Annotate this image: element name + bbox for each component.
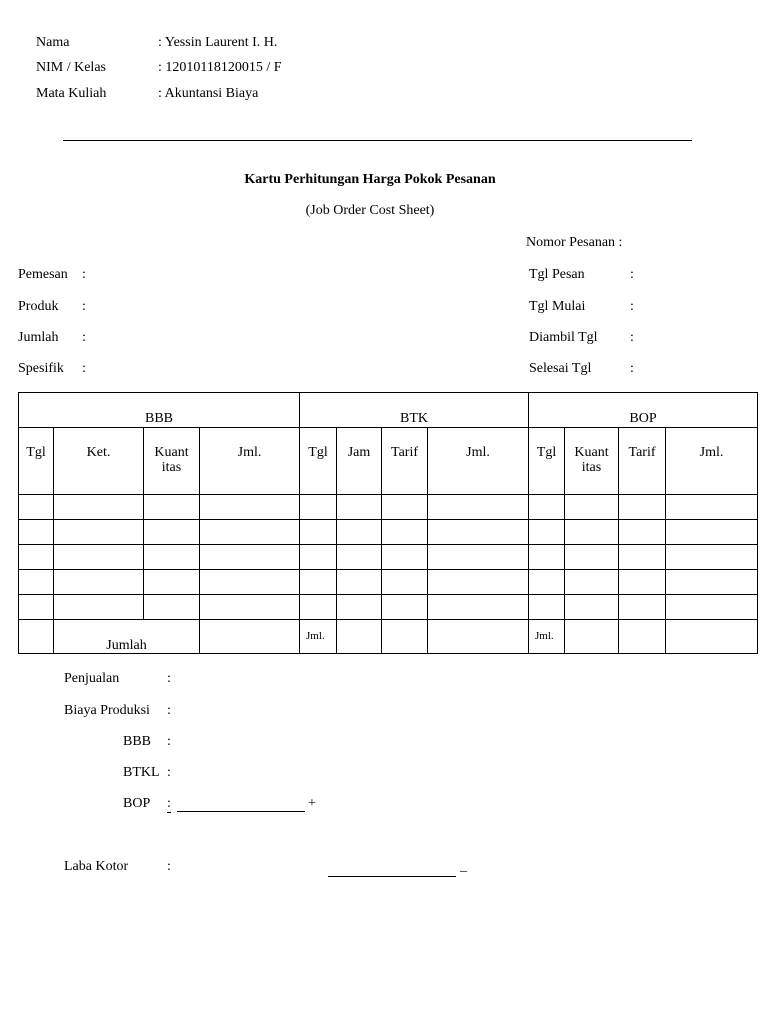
table-cell <box>337 545 382 570</box>
table-cell <box>382 520 428 545</box>
table-cell <box>19 595 54 620</box>
table-group-row <box>19 393 758 428</box>
table-cell <box>337 595 382 620</box>
field-selesai-tgl-colon: : <box>630 361 634 376</box>
table-row <box>19 495 758 520</box>
col-bbb-kuantitas: Kuant itas <box>144 428 200 495</box>
table-cell <box>144 495 200 520</box>
penjualan-label: Penjualan <box>64 671 120 686</box>
table-cell <box>19 545 54 570</box>
col-btk-tgl: Tgl <box>300 428 337 495</box>
table-cell <box>54 570 144 595</box>
group-btk: BTK <box>300 393 529 428</box>
col-bop-kuantitas: Kuant itas <box>565 428 619 495</box>
table-cell <box>529 495 565 520</box>
table-cell <box>54 545 144 570</box>
table-cell <box>565 620 619 654</box>
table-cell <box>54 495 144 520</box>
table-cell <box>54 520 144 545</box>
field-produk-label: Produk <box>18 299 59 314</box>
table-cell <box>619 520 666 545</box>
document-subtitle: (Job Order Cost Sheet) <box>305 203 435 218</box>
table-cell <box>300 545 337 570</box>
table-cell <box>19 620 54 654</box>
table-cell <box>200 520 300 545</box>
header-divider <box>63 140 692 141</box>
table-row <box>19 570 758 595</box>
table-cell <box>666 495 758 520</box>
table-cell <box>382 545 428 570</box>
col-bbb-tgl: Tgl <box>19 428 54 495</box>
table-cell <box>144 520 200 545</box>
mata-kuliah-label: Mata Kuliah <box>36 86 107 101</box>
field-spesifik-label: Spesifik <box>18 361 64 376</box>
table-cell <box>565 545 619 570</box>
table-cell <box>666 570 758 595</box>
table-cell <box>200 620 300 654</box>
field-spesifik-colon: : <box>82 361 86 376</box>
col-btk-jam: Jam <box>337 428 382 495</box>
table-cell <box>666 545 758 570</box>
group-bop: BOP <box>529 393 758 428</box>
table-cell <box>565 495 619 520</box>
table-cell <box>619 545 666 570</box>
table-cell <box>337 495 382 520</box>
table-cell <box>619 620 666 654</box>
table-cell <box>565 595 619 620</box>
table-cell <box>382 495 428 520</box>
table-cell <box>666 620 758 654</box>
bop-underline <box>177 811 305 812</box>
table-cell <box>300 595 337 620</box>
table-cell <box>382 620 428 654</box>
bop-plus-sign: + <box>308 796 316 811</box>
bop-label: BOP <box>123 796 151 811</box>
table-cell <box>337 620 382 654</box>
table-cell <box>565 520 619 545</box>
table-cell <box>529 595 565 620</box>
table-cell <box>337 570 382 595</box>
laba-kotor-colon: : <box>167 859 171 874</box>
table-cell <box>428 570 529 595</box>
field-diambil-tgl-colon: : <box>630 330 634 345</box>
table-cell <box>54 595 144 620</box>
bbb-label: BBB <box>123 734 152 749</box>
col-bbb-ket: Ket. <box>54 428 144 495</box>
table-cell <box>666 520 758 545</box>
field-pemesan-label: Pemesan <box>18 267 68 282</box>
table-cell <box>529 520 565 545</box>
field-jumlah-colon: : <box>82 330 86 345</box>
field-diambil-tgl-label: Diambil Tgl <box>529 330 598 345</box>
col-btk-tarif: Tarif <box>382 428 428 495</box>
table-cell <box>428 595 529 620</box>
laba-kotor-underline <box>328 876 456 877</box>
table-cell <box>19 570 54 595</box>
table-cell <box>428 495 529 520</box>
table-cell <box>300 520 337 545</box>
field-pemesan-colon: : <box>82 267 86 282</box>
field-produk-colon: : <box>82 299 86 314</box>
document-title: Kartu Perhitungan Harga Pokok Pesanan <box>244 172 496 187</box>
order-number-label: Nomor Pesanan : <box>526 235 623 250</box>
table-cell <box>619 495 666 520</box>
btkl-label: BTKL <box>123 765 160 780</box>
mata-kuliah-value: : Akuntansi Biaya <box>158 86 259 101</box>
table-cell <box>200 570 300 595</box>
table-cell <box>144 570 200 595</box>
field-selesai-tgl-label: Selesai Tgl <box>529 361 592 376</box>
table-cell <box>666 595 758 620</box>
col-bop-jml: Jml. <box>666 428 758 495</box>
group-bbb: BBB <box>19 393 300 428</box>
table-cell <box>529 570 565 595</box>
table-cell <box>300 495 337 520</box>
table-row <box>19 545 758 570</box>
table-cell <box>565 570 619 595</box>
table-cell <box>428 545 529 570</box>
bop-colon <box>167 796 171 813</box>
biaya-produksi-label: Biaya Produksi <box>64 703 150 718</box>
table-cell <box>382 595 428 620</box>
table-cell <box>382 570 428 595</box>
table-row <box>19 595 758 620</box>
job-order-cost-table <box>18 392 758 654</box>
nama-label: Nama <box>36 35 70 50</box>
table-cell <box>19 520 54 545</box>
field-tgl-pesan-label: Tgl Pesan <box>529 267 585 282</box>
table-subheader-row <box>19 428 758 495</box>
table-cell <box>619 595 666 620</box>
col-btk-jml: Jml. <box>428 428 529 495</box>
bop-total-jml-label: Jml. <box>529 620 565 654</box>
laba-kotor-minus-sign: _ <box>460 859 467 874</box>
field-tgl-mulai-colon: : <box>630 299 634 314</box>
laba-kotor-label: Laba Kotor <box>64 859 129 874</box>
table-cell <box>200 595 300 620</box>
total-jumlah-label: Jumlah <box>54 620 200 654</box>
table-cell <box>300 570 337 595</box>
field-jumlah-label: Jumlah <box>18 330 59 345</box>
table-cell <box>428 620 529 654</box>
table-cell <box>19 495 54 520</box>
table-cell <box>428 520 529 545</box>
table-cell <box>144 545 200 570</box>
btkl-colon: : <box>167 765 171 780</box>
col-bop-tgl: Tgl <box>529 428 565 495</box>
field-tgl-pesan-colon: : <box>630 267 634 282</box>
nama-value: : Yessin Laurent I. H. <box>158 35 278 50</box>
table-cell <box>337 520 382 545</box>
nim-label: NIM / Kelas <box>36 60 106 75</box>
bbb-colon: : <box>167 734 171 749</box>
table-cell <box>529 545 565 570</box>
col-bbb-jml: Jml. <box>200 428 300 495</box>
btk-total-jml-label: Jml. <box>300 620 337 654</box>
table-row <box>19 520 758 545</box>
table-cell <box>619 570 666 595</box>
table-cell <box>200 495 300 520</box>
biaya-produksi-colon: : <box>167 703 171 718</box>
table-total-row <box>19 620 758 654</box>
nim-value: : 12010118120015 / F <box>158 60 282 75</box>
col-bop-tarif: Tarif <box>619 428 666 495</box>
bop-colon-mark: : <box>167 796 171 811</box>
table-cell <box>144 595 200 620</box>
field-tgl-mulai-label: Tgl Mulai <box>529 299 586 314</box>
table-cell <box>200 545 300 570</box>
penjualan-colon: : <box>167 671 171 686</box>
